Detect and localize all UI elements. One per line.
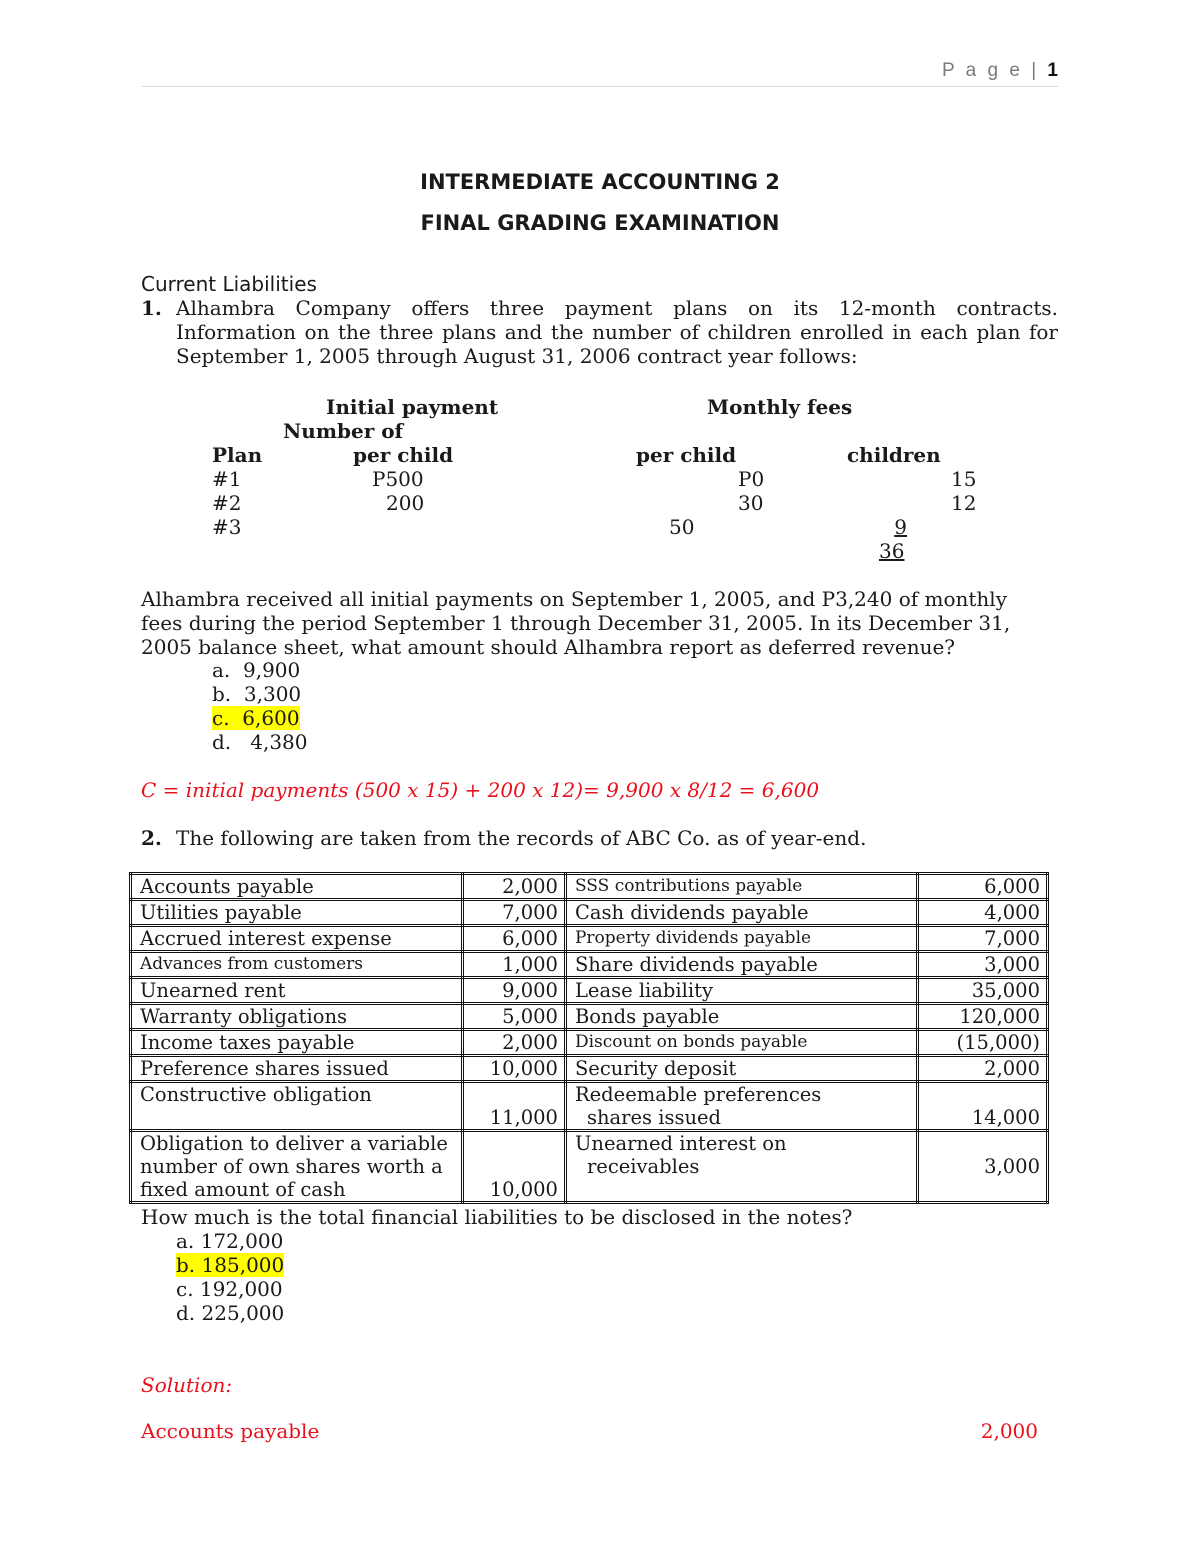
records-cell-text: Discount on bonds payable <box>574 1032 808 1052</box>
plan-cell: 200 <box>386 491 425 515</box>
records-cell-text: 7,000 <box>984 927 1040 950</box>
records-row <box>131 1056 1048 1082</box>
q2-question: How much is the total financial liabilities to be disclosed in the notes? <box>141 1205 853 1229</box>
q1-choice-answer: c. 6,600 <box>212 706 300 730</box>
records-amount-left <box>462 978 565 1004</box>
q1-line: Alhambra Company offers three payment plans on its 12-month contracts. <box>176 296 1058 320</box>
plan-header-number: Number of <box>283 419 404 443</box>
records-amount-right <box>918 926 1048 952</box>
records-cell-text: 11,000 <box>489 1106 558 1129</box>
records-row <box>131 900 1048 926</box>
q1-paragraph: Alhambra received all initial payments on September 1, 2005, and P3,240 of monthly <box>141 587 1008 611</box>
records-cell-text: 2,000 <box>502 1031 558 1054</box>
plan-header-plan: Plan <box>212 443 263 467</box>
plan-header-per-child: per child <box>353 443 454 467</box>
plan-cell: #2 <box>212 491 242 515</box>
q2-choice: a. 172,000 <box>176 1229 284 1253</box>
records-label-right <box>565 1056 917 1082</box>
records-cell-text: 9,000 <box>502 979 558 1002</box>
plan-total-children: 36 <box>879 539 905 563</box>
records-cell-text: 120,000 <box>959 1005 1040 1028</box>
records-cell-text: 2,000 <box>984 1057 1040 1080</box>
plan-cell: 9 <box>894 515 907 539</box>
records-amount-right <box>918 1004 1048 1030</box>
plan-cell: 30 <box>738 491 764 515</box>
records-cell-text: 3,000 <box>984 1155 1040 1178</box>
plan-cell: P0 <box>738 467 765 491</box>
records-cell-text: Accounts payable <box>140 875 314 898</box>
records-cell-text: Property dividends payable <box>574 928 812 948</box>
records-row <box>131 1030 1048 1056</box>
records-row <box>131 1082 1048 1131</box>
records-cell-text: 10,000 <box>489 1178 558 1201</box>
q1-explanation: C = initial payments (500 x 15) + 200 x 12)= 9,900 x 8/12 = 6,600 <box>141 778 820 802</box>
q1-paragraph: 2005 balance sheet, what amount should Alhambra report as deferred revenue? <box>141 635 956 659</box>
records-cell-text: 35,000 <box>971 979 1040 1002</box>
records-cell-text: 6,000 <box>984 875 1040 898</box>
records-amount-left <box>462 926 565 952</box>
records-label-right <box>565 1131 917 1203</box>
plan-cell: #1 <box>212 467 242 491</box>
q1-choice: d. 4,380 <box>212 730 308 754</box>
plan-header-children: children <box>847 443 941 467</box>
records-label-left <box>131 1004 463 1030</box>
page-separator: | <box>1031 60 1040 81</box>
page-number: 1 <box>1047 60 1058 81</box>
records-label-right <box>565 978 917 1004</box>
records-amount-left <box>462 1030 565 1056</box>
records-cell-text: 14,000 <box>971 1106 1040 1129</box>
plan-cell: #3 <box>212 515 242 539</box>
solution-label: Solution: <box>141 1373 233 1397</box>
records-cell-text: Preference shares issued <box>140 1057 389 1080</box>
plan-header-per-child: per child <box>636 443 737 467</box>
records-cell-text: Warranty obligations <box>140 1005 348 1028</box>
plan-header-monthly: Monthly fees <box>707 395 853 419</box>
records-cell-text: Unearned interest on <box>574 1132 787 1155</box>
records-label-left <box>131 978 463 1004</box>
records-amount-left <box>462 900 565 926</box>
records-row <box>131 874 1048 900</box>
records-cell-text: Accrued interest expense <box>140 927 392 950</box>
records-cell-text: Share dividends payable <box>574 953 818 976</box>
records-cell-text: Security deposit <box>574 1057 737 1080</box>
records-label-right <box>565 1030 917 1056</box>
section-heading: Current Liabilities <box>141 272 317 296</box>
records-cell-text: shares issued <box>586 1106 722 1129</box>
q1-choice: a. 9,900 <box>212 658 301 682</box>
q2-choice-answer: b. 185,000 <box>176 1253 285 1277</box>
records-label-right <box>565 1004 917 1030</box>
records-cell-text: 1,000 <box>502 953 558 976</box>
header-rule <box>142 86 1058 87</box>
records-cell-text: Unearned rent <box>140 979 286 1002</box>
solution-line-label: Accounts payable <box>141 1419 320 1443</box>
records-cell-text: Cash dividends payable <box>574 901 809 924</box>
records-cell-text: Advances from customers <box>140 954 364 974</box>
records-row <box>131 978 1048 1004</box>
records-label-right <box>565 926 917 952</box>
q2-number: 2. <box>141 826 162 850</box>
records-amount-right <box>918 1056 1048 1082</box>
plan-header-initial: Initial payment <box>326 395 499 419</box>
records-amount-right <box>918 874 1048 900</box>
records-cell-text: number of own shares worth a <box>140 1155 443 1178</box>
records-label-left <box>131 1082 463 1131</box>
records-label-right <box>565 1082 917 1131</box>
records-cell-text: Obligation to deliver a variable <box>140 1132 448 1155</box>
solution-line-value: 2,000 <box>980 1419 1038 1443</box>
records-table <box>129 872 1049 1204</box>
records-amount-right <box>918 952 1048 978</box>
plan-cell: P500 <box>372 467 424 491</box>
records-label-left <box>131 926 463 952</box>
doc-subtitle: FINAL GRADING EXAMINATION <box>420 211 780 235</box>
records-cell-text: 10,000 <box>489 1057 558 1080</box>
q1-line: September 1, 2005 through August 31, 2006 contract year follows: <box>176 344 858 368</box>
records-amount-right <box>918 1082 1048 1131</box>
records-cell-text: 5,000 <box>502 1005 558 1028</box>
records-label-right <box>565 874 917 900</box>
records-amount-left <box>462 1004 565 1030</box>
q2-choice: d. 225,000 <box>176 1301 285 1325</box>
records-label-left <box>131 952 463 978</box>
records-cell-text: 3,000 <box>984 953 1040 976</box>
records-cell-text: Utilities payable <box>140 901 302 924</box>
q1-paragraph: fees during the period September 1 through December 31, 2005. In its December 31, <box>141 611 1011 635</box>
q2-choice: c. 192,000 <box>176 1277 283 1301</box>
records-amount-right <box>918 900 1048 926</box>
records-row <box>131 1004 1048 1030</box>
q1-number: 1. <box>141 296 162 320</box>
records-cell-text: receivables <box>586 1155 700 1178</box>
records-label-right <box>565 900 917 926</box>
page-label: P a g e <box>942 60 1023 81</box>
records-label-left <box>131 1056 463 1082</box>
records-cell-text: Lease liability <box>574 979 713 1002</box>
records-amount-right <box>918 1131 1048 1203</box>
records-cell-text: 2,000 <box>502 875 558 898</box>
records-label-left <box>131 900 463 926</box>
q1-line: Information on the three plans and the number of children enrolled in each plan for <box>176 320 1058 344</box>
records-cell-text: 7,000 <box>502 901 558 924</box>
records-cell-text: Income taxes payable <box>140 1031 355 1054</box>
records-row <box>131 1131 1048 1203</box>
page-number-header <box>942 60 1058 82</box>
records-cell-text: fixed amount of cash <box>140 1178 346 1201</box>
plan-cell: 15 <box>951 467 977 491</box>
records-label-left <box>131 1030 463 1056</box>
records-amount-left <box>462 874 565 900</box>
records-cell-text: (15,000) <box>956 1031 1040 1054</box>
plan-cell: 12 <box>951 491 977 515</box>
records-amount-left <box>462 1082 565 1131</box>
records-amount-right <box>918 978 1048 1004</box>
q2-text: The following are taken from the records of ABC Co. as of year-end. <box>176 826 867 850</box>
records-amount-left <box>462 1056 565 1082</box>
records-row <box>131 926 1048 952</box>
records-amount-left <box>462 1131 565 1203</box>
records-label-right <box>565 952 917 978</box>
records-label-left <box>131 1131 463 1203</box>
records-row <box>131 952 1048 978</box>
records-cell-text: Bonds payable <box>574 1005 720 1028</box>
records-cell-text: SSS contributions payable <box>574 876 803 896</box>
records-cell-text: 6,000 <box>502 927 558 950</box>
records-amount-right <box>918 1030 1048 1056</box>
records-amount-left <box>462 952 565 978</box>
records-cell-text: 4,000 <box>984 901 1040 924</box>
records-cell-text: Constructive obligation <box>140 1083 372 1106</box>
doc-title: INTERMEDIATE ACCOUNTING 2 <box>420 170 780 194</box>
records-label-left <box>131 874 463 900</box>
records-cell-text: Redeemable preferences <box>574 1083 822 1106</box>
q1-choice: b. 3,300 <box>212 682 302 706</box>
plan-cell: 50 <box>669 515 695 539</box>
